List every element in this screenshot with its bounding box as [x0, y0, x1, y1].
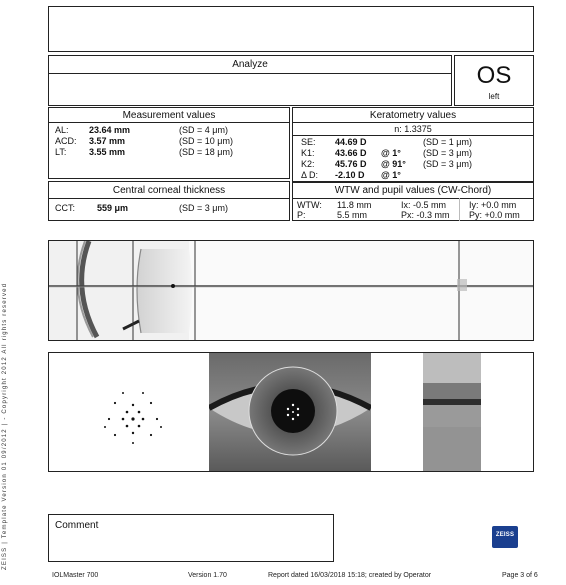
- measurement-box: [48, 107, 290, 179]
- retina-scan-strip: [423, 353, 481, 471]
- keratometry-row: Δ D: -2.10 D @ 1°: [301, 170, 401, 180]
- oct-scan-image: [49, 241, 533, 340]
- wtw-title: WTW and pupil values (CW-Chord): [334, 185, 492, 196]
- analyze-title: Analyze: [232, 59, 268, 70]
- keratometry-title: Keratometry values: [369, 110, 457, 121]
- side-copyright-text: ZEISS | Template Version 01 09/2012 | - Copyright 2012 All rights reserved: [2, 282, 8, 570]
- measurement-row: AL: 23.64 mm (SD = 4 μm): [55, 125, 228, 135]
- keratometry-row: K2: 45.76 D @ 91° (SD = 3 μm): [301, 159, 472, 169]
- wtw-box: [292, 181, 534, 221]
- measurement-row: LT: 3.55 mm (SD = 18 μm): [55, 147, 233, 157]
- top-info-box: [48, 6, 534, 52]
- cct-title: Central corneal thickness: [112, 185, 226, 196]
- zeiss-logo: ZEISS: [492, 526, 518, 548]
- wtw-row: WTW: 11.8 mm Ix: -0.5 mm Iy: +0.0 mm: [297, 200, 517, 210]
- footer-page: Page 3 of 6: [502, 572, 538, 579]
- comment-box: [48, 514, 334, 562]
- wtw-row: P: 5.5 mm Px: -0.3 mm Py: +0.0 mm: [297, 210, 520, 220]
- eye-side-box: [454, 55, 534, 106]
- keratometry-row: SE: 44.69 D (SD = 1 μm): [301, 137, 472, 147]
- cct-row: CCT: 559 μm (SD = 3 μm): [55, 203, 228, 213]
- footer-version: Version 1.70: [188, 572, 227, 579]
- footer-report: Report dated 16/03/2018 15:18; created by Operator: [268, 572, 432, 579]
- refractive-index: n: 1.3375: [394, 124, 432, 134]
- eye-label: OS: [476, 62, 512, 89]
- eye-sub-label: left: [488, 92, 500, 101]
- cct-box: [48, 181, 290, 221]
- measurement-title: Measurement values: [122, 110, 216, 121]
- keratometry-dot-pattern: [49, 353, 209, 471]
- comment-label: Comment: [55, 520, 99, 531]
- keratometry-box: [292, 107, 534, 183]
- keratometry-row: K1: 43.66 D @ 1° (SD = 3 μm): [301, 148, 472, 158]
- footer-device: IOLMaster 700: [52, 572, 99, 579]
- eye-photo: [209, 353, 371, 471]
- analyze-header-box: [48, 55, 452, 106]
- measurement-row: ACD: 3.57 mm (SD = 10 μm): [55, 136, 233, 146]
- oct-scan-panel: [48, 240, 534, 341]
- image-strip: [48, 352, 534, 472]
